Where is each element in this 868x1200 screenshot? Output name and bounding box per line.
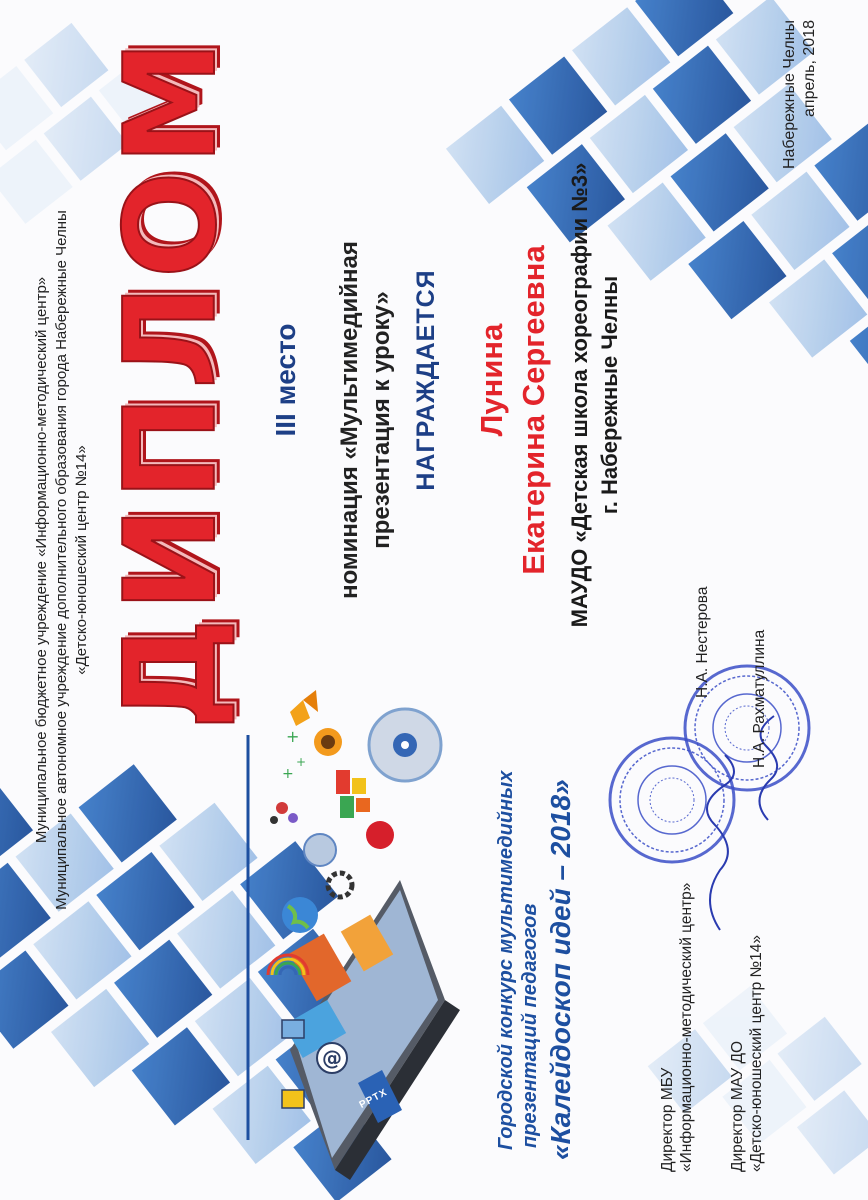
svg-text:@: @	[322, 1046, 342, 1070]
director-2-title: Директор МАУ ДО	[729, 1040, 746, 1172]
nomination-line-2: презентация к уроку»	[368, 291, 395, 549]
place: III место	[270, 323, 301, 437]
school-line-1: МАУДО «Детская школа хореографии №3»	[567, 162, 592, 628]
awarded-label: НАГРАЖДАЕТСЯ	[412, 269, 440, 491]
footer-date: апрель, 2018	[801, 20, 818, 117]
org-line-3: «Детско-юношеский центр №14»	[73, 445, 90, 675]
pptx-badge: PPTX	[357, 1087, 390, 1111]
contest-title: «Калейдоскоп идей – 2018»	[545, 779, 576, 1160]
recipient-given-name: Екатерина Сергеевна	[516, 245, 551, 575]
director-2-name: Н.А. Рахматуллина	[751, 629, 768, 768]
director-1-org: «Информационно-методический центр»	[678, 882, 695, 1172]
director-1-name: Н.А. Нестерова	[694, 586, 711, 698]
director-1-title: Директор МБУ	[659, 1067, 676, 1172]
svg-text:+: +	[282, 766, 294, 782]
recipient-surname: Лунина	[474, 323, 509, 437]
footer-city: Набережные Челны	[781, 20, 798, 170]
diploma-title: ДИПЛОМ	[97, 33, 244, 730]
director-2-org: «Детско-юношеский центр №14»	[748, 934, 765, 1172]
org-line-1: Муниципальное бюджетное учреждение «Информационно-методический центр»	[33, 276, 50, 844]
org-line-2: Муниципальное автономное учреждение дополнительного образования города Набережные Челны	[53, 210, 70, 910]
contest-line-2: презентаций педагогов	[519, 903, 541, 1148]
svg-text:+: +	[286, 727, 300, 746]
svg-text:+: +	[296, 755, 307, 769]
nomination-line-1: номинация «Мультимедийная	[336, 241, 363, 599]
school-line-2: г. Набережные Челны	[597, 275, 622, 515]
contest-line-1: Городской конкурс мультимедийных	[495, 770, 517, 1150]
